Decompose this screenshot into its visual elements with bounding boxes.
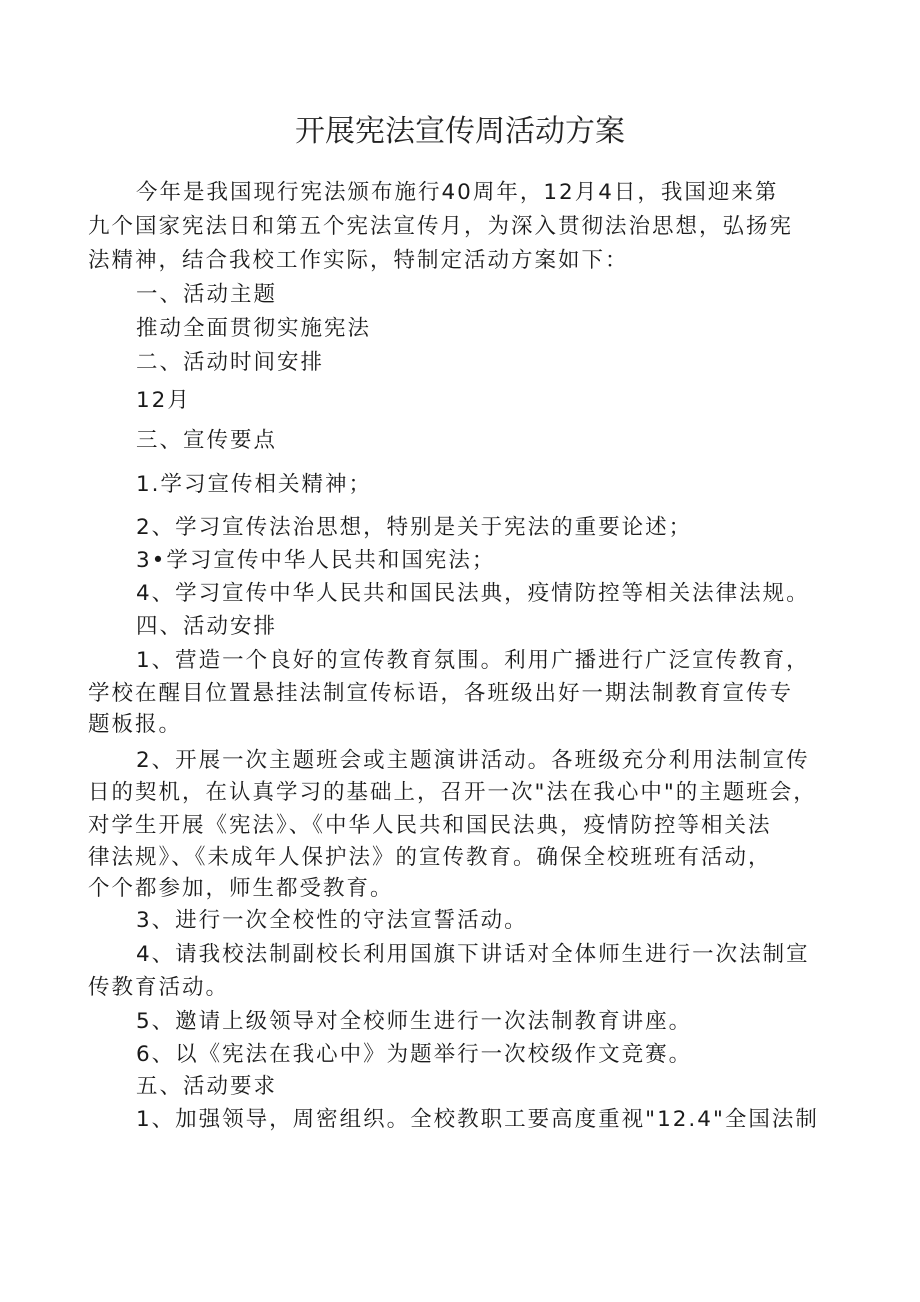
paragraph-line: 5、邀请上级领导对全校师生进行一次法制教育讲座。 [136,1009,693,1034]
section-heading: 三、宣传要点 [136,428,278,453]
paragraph-line: 今年是我国现行宪法颁布施行40周年，12月4日，我国迎来第 [136,180,779,205]
paragraph-line: 3、进行一次全校性的守法宣誓活动。 [136,908,528,933]
paragraph-line: 12月 [136,388,191,413]
document-title: 开展宪法宣传周活动方案 [295,114,625,149]
list-item: 2、学习宣传法治思想，特别是关于宪法的重要论述； [136,515,693,540]
paragraph-line: 日的契机，在认真学习的基础上，召开一次"法在我心中"的主题班会， [88,780,817,805]
section-heading: 四、活动安排 [136,614,278,639]
list-item: 4、学习宣传中华人民共和国民法典，疫情防控等相关法律法规。 [136,581,810,606]
paragraph-line: 4、请我校法制副校长利用国旗下讲话对全体师生进行一次法制宣 [136,942,810,967]
paragraph-line: 个个都参加，师生都受教育。 [88,876,394,901]
paragraph-line: 6、以《宪法在我心中》为题举行一次校级作文竞赛。 [136,1042,693,1067]
paragraph-line: 法精神，结合我校工作实际，特制定活动方案如下： [88,248,629,273]
list-item: 1.学习宣传相关精神； [136,472,373,497]
section-heading: 一、活动主题 [136,282,278,307]
paragraph-line: 对学生开展《宪法》、《中华人民共和国民法典，疫情防控等相关法 [88,813,772,838]
paragraph-line: 律法规》、《未成年人保护法》的宣传教育。确保全校班班有活动， [88,845,772,870]
paragraph-line: 传教育活动。 [88,975,230,1000]
paragraph-line: 1、加强领导，周密组织。全校教职工要高度重视"12.4"全国法制 [136,1107,819,1132]
section-heading: 五、活动要求 [136,1074,278,1099]
paragraph-line: 2、开展一次主题班会或主题演讲活动。各班级充分利用法制宣传 [136,748,810,773]
paragraph-line: 1、营造一个良好的宣传教育氛围。利用广播进行广泛宣传教育， [136,648,810,673]
paragraph-line: 推动全面贯彻实施宪法 [136,316,372,341]
section-heading: 二、活动时间安排 [136,350,325,375]
paragraph-line: 九个国家宪法日和第五个宪法宣传月，为深入贯彻法治思想，弘扬宪 [88,214,794,239]
paragraph-line: 学校在醒目位置悬挂法制宣传标语，各班级出好一期法制教育宣传专 [88,681,794,706]
list-item: 3•学习宣传中华人民共和国宪法； [136,548,496,573]
paragraph-line: 题板报。 [88,712,183,737]
